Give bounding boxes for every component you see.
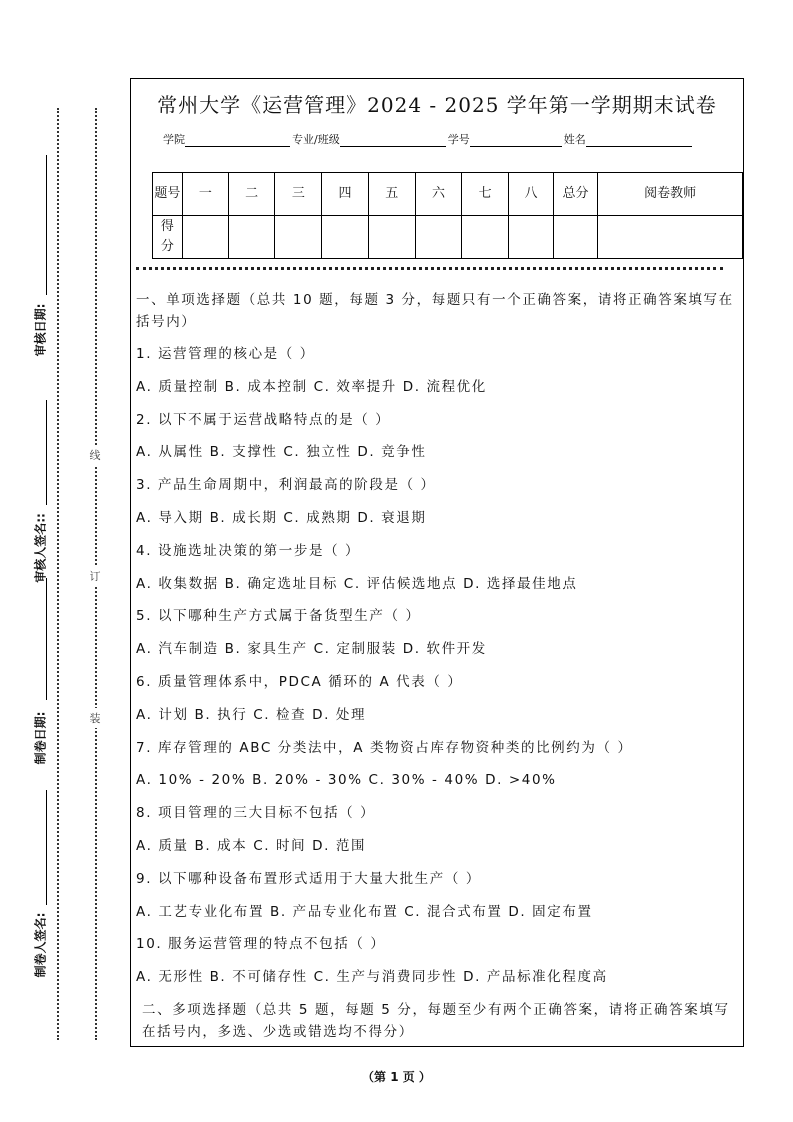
student-info-fields bbox=[163, 131, 694, 147]
question-options: A. 导入期 B. 成长期 C. 成熟期 D. 衰退期 bbox=[136, 509, 427, 526]
score-cell[interactable] bbox=[229, 216, 275, 259]
col-6: 六 bbox=[415, 173, 461, 216]
col-7: 七 bbox=[462, 173, 509, 216]
field-label-student-id: 学号 bbox=[447, 133, 470, 146]
field-label-college: 学院 bbox=[163, 133, 185, 146]
row-label-question-number: 题号 bbox=[153, 173, 183, 216]
reviewer-date-label: 审核日期: bbox=[33, 303, 48, 357]
question-options: A. 10% - 20% B. 20% - 30% C. 30% - 40% D. >40% bbox=[136, 772, 557, 789]
binding-dotted-line-outer bbox=[57, 108, 59, 1040]
question-stem: 6. 质量管理体系中，PDCA 循环的 A 代表（ ） bbox=[136, 673, 463, 690]
question-stem: 5. 以下哪种生产方式属于备货型生产（ ） bbox=[136, 608, 421, 625]
question-options: A. 计划 B. 执行 C. 检查 D. 处理 bbox=[136, 706, 367, 723]
question-list bbox=[136, 289, 736, 1043]
section2-heading: 二、多项选择题（总共 5 题，每题 5 分，每题至少有两个正确答案，请将正确答案填写在括号内，多选、少选或错选均不得分） bbox=[142, 1001, 730, 1040]
section-divider bbox=[136, 267, 723, 270]
question-options: A. 汽车制造 B. 家具生产 C. 定制服装 D. 软件开发 bbox=[136, 641, 487, 658]
score-cell[interactable] bbox=[322, 216, 368, 259]
exam-page-frame bbox=[130, 78, 744, 1047]
score-cell[interactable] bbox=[275, 216, 322, 259]
binding-char-seal: 装 bbox=[90, 708, 101, 728]
col-grader: 阅卷教师 bbox=[598, 173, 743, 216]
col-8: 八 bbox=[509, 173, 554, 216]
question-stem: 8. 项目管理的三大目标不包括（ ） bbox=[136, 805, 376, 822]
col-5: 五 bbox=[368, 173, 415, 216]
question-options: A. 收集数据 B. 确定选址目标 C. 评估候选地点 D. 选择最佳地点 bbox=[136, 575, 578, 592]
name-blank[interactable] bbox=[586, 134, 692, 147]
field-label-name: 姓名 bbox=[563, 133, 586, 146]
question-options: A. 质量 B. 成本 C. 时间 D. 范围 bbox=[136, 837, 367, 854]
reviewer-signature-label: 审核人签名:: bbox=[33, 513, 48, 583]
maker-date-underline bbox=[46, 578, 47, 700]
question-stem: 3. 产品生命周期中，利润最高的阶段是（ ） bbox=[136, 477, 436, 494]
score-cell[interactable] bbox=[415, 216, 461, 259]
col-4: 四 bbox=[322, 173, 368, 216]
college-blank[interactable] bbox=[185, 134, 290, 147]
question-stem: 1. 运营管理的核心是（ ） bbox=[136, 346, 315, 362]
question-options: A. 质量控制 B. 成本控制 C. 效率提升 D. 流程优化 bbox=[136, 378, 487, 395]
maker-date-label: 制卷日期: bbox=[33, 711, 48, 765]
row-label-score: 得分 bbox=[153, 216, 183, 259]
col-2: 二 bbox=[229, 173, 275, 216]
question-stem: 9. 以下哪种设备布置形式适用于大量大批生产（ ） bbox=[136, 870, 481, 887]
score-table bbox=[152, 172, 743, 259]
question-stem: 4. 设施选址决策的第一步是（ ） bbox=[136, 542, 361, 559]
page-number: （第 1 页 ） bbox=[362, 1070, 431, 1084]
question-stem: 10. 服务运营管理的特点不包括（ ） bbox=[136, 936, 386, 953]
col-3: 三 bbox=[275, 173, 322, 216]
section1-questions bbox=[136, 343, 736, 999]
col-total: 总分 bbox=[553, 173, 598, 216]
score-cell[interactable] bbox=[462, 216, 509, 259]
maker-signature-underline bbox=[46, 790, 47, 905]
reviewer-signature-underline bbox=[46, 400, 47, 505]
maker-signature-label: 制卷人签名: bbox=[33, 912, 48, 978]
field-label-major-class: 专业/班级 bbox=[292, 133, 340, 146]
score-cell[interactable] bbox=[598, 216, 743, 259]
student-id-blank[interactable] bbox=[470, 134, 562, 147]
major-class-blank[interactable] bbox=[340, 134, 446, 147]
binding-char-line: 线 bbox=[90, 445, 101, 465]
score-table-header-row bbox=[153, 173, 743, 216]
question-options: A. 从属性 B. 支撑性 C. 独立性 D. 竞争性 bbox=[136, 444, 427, 461]
exam-title: 常州大学《运营管理》2024 - 2025 学年第一学期期末试卷 bbox=[157, 93, 717, 117]
reviewer-date-underline bbox=[46, 155, 47, 295]
section1-heading: 一、单项选择题（总共 10 题，每题 3 分，每题只有一个正确答案，请将正确答案填写在括号内） bbox=[136, 292, 734, 330]
question-stem: 7. 库存管理的 ABC 分类法中，A 类物资占库存物资种类的比例约为（ ） bbox=[136, 739, 633, 756]
question-stem: 2. 以下不属于运营战略特点的是（ ） bbox=[136, 411, 391, 428]
question-options: A. 无形性 B. 不可储存性 C. 生产与消费同步性 D. 产品标准化程度高 bbox=[136, 969, 608, 986]
score-cell[interactable] bbox=[553, 216, 598, 259]
score-table-score-row bbox=[153, 216, 743, 259]
score-cell[interactable] bbox=[182, 216, 228, 259]
question-options: A. 工艺专业化布置 B. 产品专业化布置 C. 混合式布置 D. 固定布置 bbox=[136, 903, 593, 920]
score-cell[interactable] bbox=[509, 216, 554, 259]
col-1: 一 bbox=[182, 173, 228, 216]
binding-char-bind: 订 bbox=[90, 566, 101, 586]
score-cell[interactable] bbox=[368, 216, 415, 259]
